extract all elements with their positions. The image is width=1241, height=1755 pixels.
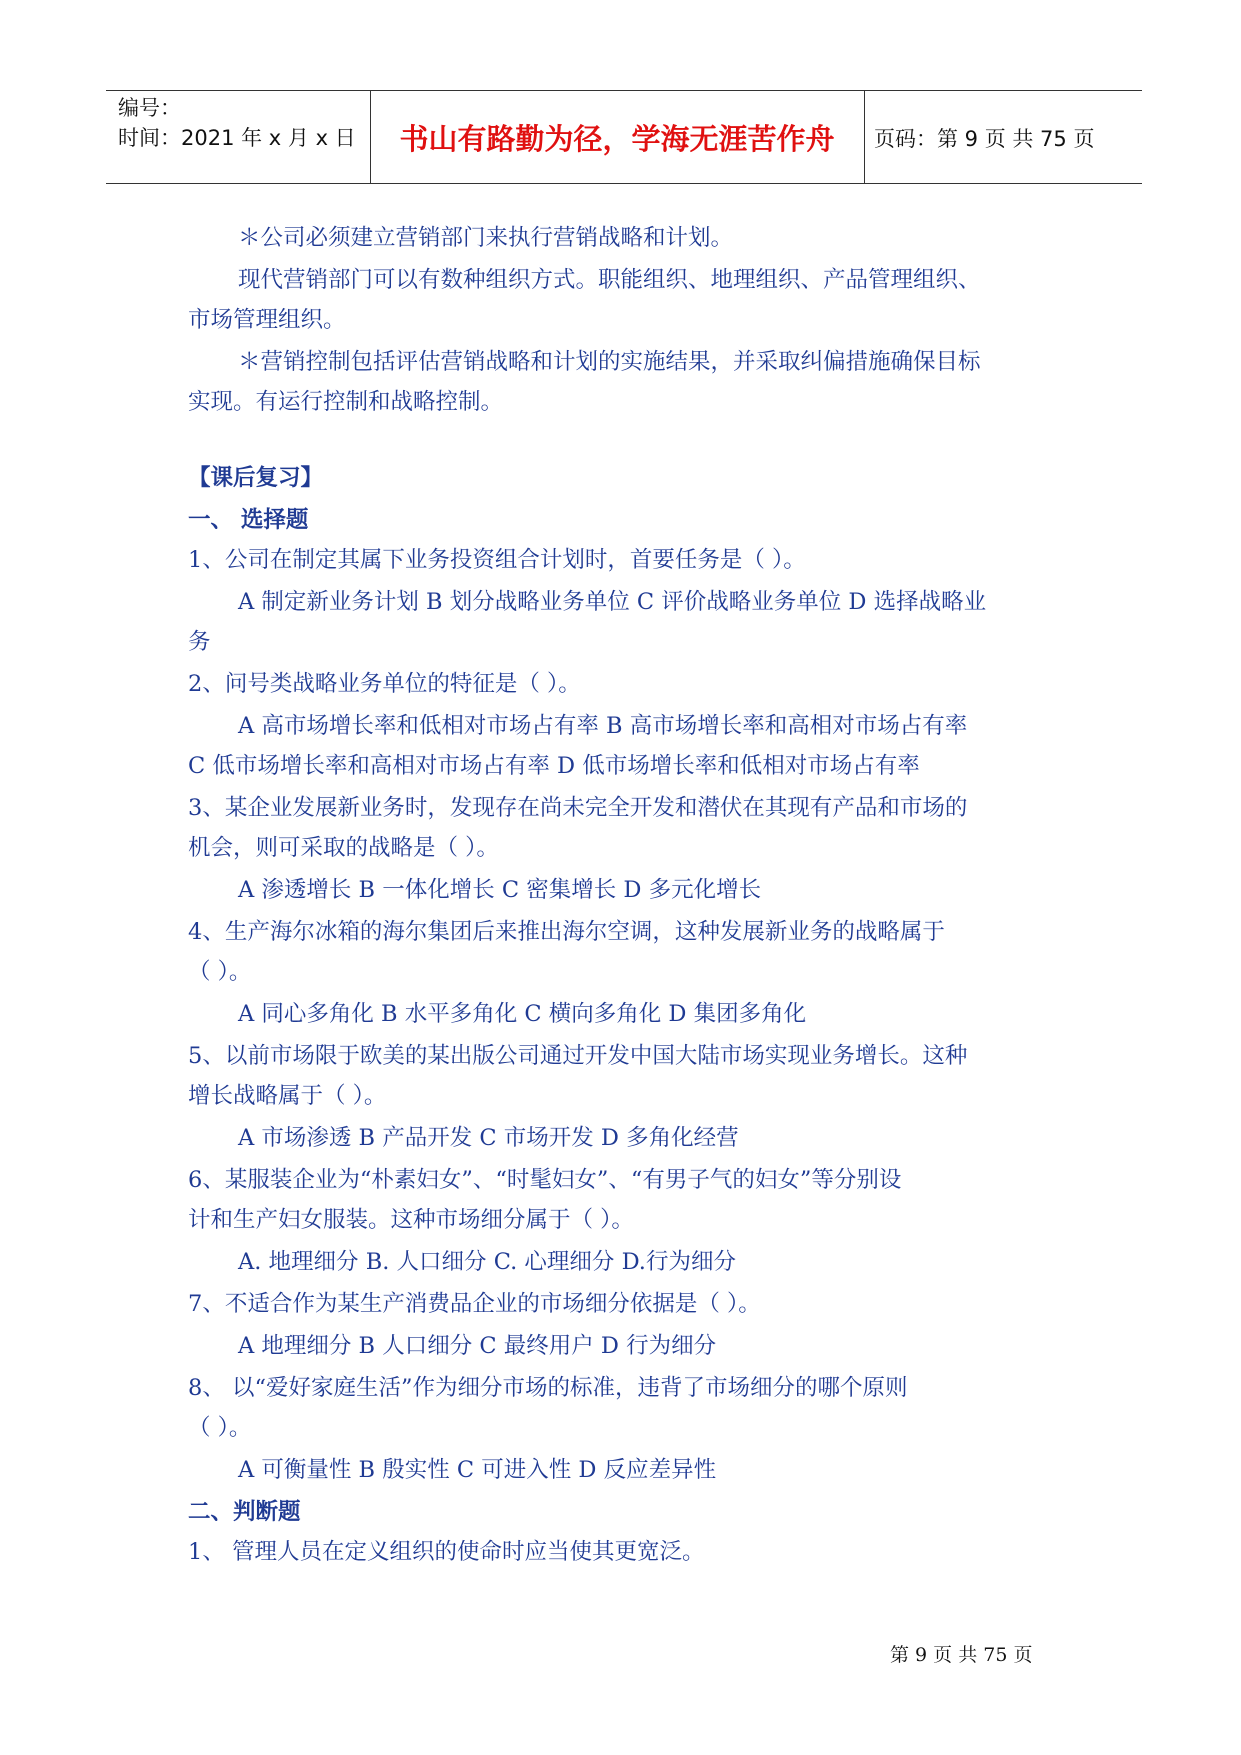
- section-heading: 一、 选择题: [188, 507, 309, 533]
- question: 8、 以“爱好家庭生活”作为细分市场的标准，违背了市场细分的哪个原则: [188, 1375, 908, 1401]
- paragraph: ＊营销控制包括评估营销战略和计划的实施结果，并采取纠偏措施确保目标: [238, 349, 981, 375]
- question-options: 务: [188, 629, 211, 655]
- page-footer: 第 9 页 共 75 页: [890, 1644, 1033, 1666]
- header-divider: [864, 91, 865, 183]
- question: （ ）。: [188, 959, 252, 985]
- question-options: C 低市场增长率和高相对市场占有率 D 低市场增长率和低相对市场占有率: [188, 753, 920, 779]
- question: 机会，则可采取的战略是（ ）。: [188, 835, 499, 861]
- question: 4、生产海尔冰箱的海尔集团后来推出海尔空调，这种发展新业务的战略属于: [188, 919, 945, 945]
- question: 3、某企业发展新业务时，发现存在尚未完全开发和潜伏在其现有产品和市场的: [188, 795, 968, 821]
- header-meta: [118, 93, 356, 153]
- question-options: A. 地理细分 B. 人口细分 C. 心理细分 D.行为细分: [238, 1249, 736, 1275]
- question-options: A 可衡量性 B 殷实性 C 可进入性 D 反应差异性: [238, 1457, 717, 1483]
- page-header: [106, 90, 1142, 184]
- question-options: A 市场渗透 B 产品开发 C 市场开发 D 多角化经营: [238, 1125, 739, 1151]
- paragraph: ＊公司必须建立营销部门来执行营销战略和计划。: [238, 225, 734, 251]
- paragraph: 现代营销部门可以有数种组织方式。职能组织、地理组织、产品管理组织、: [238, 267, 981, 293]
- section-heading: 二、判断题: [188, 1499, 301, 1525]
- paragraph: 市场管理组织。: [188, 307, 346, 333]
- question: 7、不适合作为某生产消费品企业的市场细分依据是（ ）。: [188, 1291, 761, 1317]
- question-options: A 同心多角化 B 水平多角化 C 横向多角化 D 集团多角化: [238, 1001, 807, 1027]
- question: 2、问号类战略业务单位的特征是（ ）。: [188, 671, 581, 697]
- question: （ ）。: [188, 1415, 252, 1441]
- question: 计和生产妇女服装。这种市场细分属于（ ）。: [188, 1207, 634, 1233]
- question: 增长战略属于（ ）。: [188, 1083, 387, 1109]
- question: 1、 管理人员在定义组织的使命时应当使其更宽泛。: [188, 1539, 705, 1565]
- number-label: 编号：: [118, 96, 181, 120]
- header-page-info: 页码：第 9 页 共 75 页: [874, 127, 1095, 151]
- question-options: A 高市场增长率和低相对市场占有率 B 高市场增长率和高相对市场占有率: [238, 713, 968, 739]
- review-title: 【课后复习】: [188, 465, 324, 491]
- time-label: 时间：2021 年 x 月 x 日: [118, 126, 356, 150]
- header-motto: 书山有路勤为径，学海无涯苦作舟: [399, 122, 835, 156]
- question: 5、以前市场限于欧美的某出版公司通过开发中国大陆市场实现业务增长。这种: [188, 1043, 968, 1069]
- question-options: A 渗透增长 B 一体化增长 C 密集增长 D 多元化增长: [238, 877, 762, 903]
- question: 1、公司在制定其属下业务投资组合计划时，首要任务是（ ）。: [188, 547, 806, 573]
- question-options: A 地理细分 B 人口细分 C 最终用户 D 行为细分: [238, 1333, 717, 1359]
- question-options: A 制定新业务计划 B 划分战略业务单位 C 评价战略业务单位 D 选择战略业: [238, 589, 987, 615]
- question: 6、某服装企业为“朴素妇女”、“时髦妇女”、“有男子气的妇女”等分别设: [188, 1167, 902, 1193]
- paragraph: 实现。有运行控制和战略控制。: [188, 389, 504, 415]
